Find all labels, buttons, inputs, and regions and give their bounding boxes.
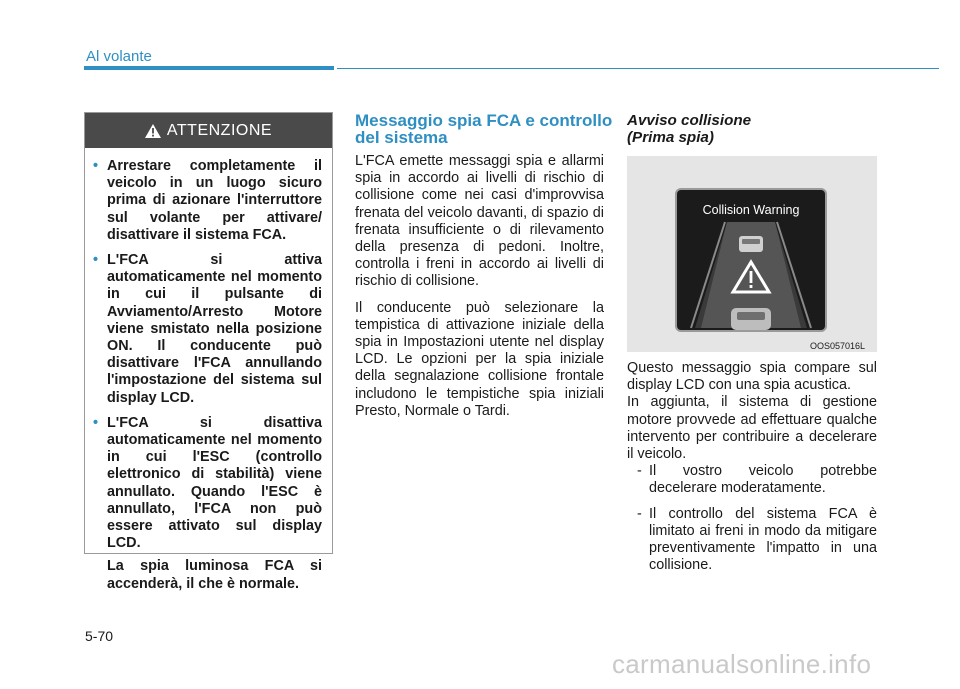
paragraph: Questo messaggio spia compare sul display LCD con una spia acustica.	[627, 360, 877, 394]
page-number: 5-70	[85, 628, 114, 644]
middle-body	[355, 153, 604, 429]
warning-item: • L'FCA si attiva automaticamente nel momento in cui il pulsante di Avviamento/Arresto Motore viene smistato nella posizione ON. Il conducente può disattivare l'FCA annullando l'impostazione del sistema sul display LCD.	[93, 252, 322, 406]
bullet-icon: •	[93, 252, 99, 269]
figure-panel	[627, 156, 877, 352]
bullet-icon: •	[93, 414, 99, 431]
subsection-heading: Avviso collisione (Prima spia)	[627, 112, 752, 146]
warning-note: La spia luminosa FCA si accenderà, il che è normale.	[107, 558, 322, 592]
list-item: - Il vostro veicolo potrebbe decelerare moderatamente.	[637, 463, 877, 497]
warning-item: • Arrestare completamente il veicolo in un luogo sicuro prima di azionare l'interruttore sul volante per attivare/ disattivare il sistema FCA.	[93, 158, 322, 243]
watermark: carmanualsonline.info	[612, 649, 872, 679]
header-rule-thick	[84, 66, 334, 70]
section-title: Al volante	[86, 48, 152, 65]
paragraph: In aggiunta, il sistema di gestione motore provvede ad effettuare qualche intervento per contribuire a decelerare il veicolo.	[627, 394, 877, 463]
right-body	[627, 360, 877, 582]
warning-list	[85, 148, 332, 552]
paragraph: Il conducente può selezionare la tempistica di attivazione iniziale della spia in Impostazioni utente nel display LCD. Le opzioni per la spia iniziale della segnalazione collisione frontale includono le tempistiche spia iniziali Presto, Normale o Tardi.	[355, 299, 604, 419]
list-item: - Il controllo del sistema FCA è limitato ai freni in modo da mitigare preventivamente l'impatto in una collisione.	[637, 505, 877, 574]
lcd-message: Collision Warning	[702, 203, 800, 217]
warning-item: • L'FCA si disattiva automaticamente nel momento in cui l'ESC (controllo elettronico di stabilità) viene annullato. Quando l'ESC è annullato, l'FCA non può essere attivato sul display LCD.	[93, 414, 322, 552]
lcd-display-illustration	[675, 188, 827, 332]
right-list	[627, 463, 877, 574]
figure-code: OOS057016L	[810, 341, 866, 351]
bullet-icon: •	[93, 158, 99, 174]
header-rule-thin	[337, 68, 939, 69]
collision-warning-graphic-icon	[677, 220, 825, 330]
paragraph: L'FCA emette messaggi spia e allarmi spia in accordo ai livelli di rischio di collisione come nei casi d'improvvisa frenata del veicolo davanti, di spazio di frenata insufficiente o di rilevamento della presenza di pedoni. Inoltre, controlla i freni in accordo ai livelli di rischio di collisione.	[355, 153, 604, 290]
warning-title: ATTENZIONE	[166, 121, 273, 139]
section-heading: Messaggio spia FCA e controllo del sistema	[355, 111, 613, 147]
warning-box	[84, 112, 333, 592]
warning-header	[85, 113, 332, 148]
warning-triangle-icon	[145, 124, 161, 138]
